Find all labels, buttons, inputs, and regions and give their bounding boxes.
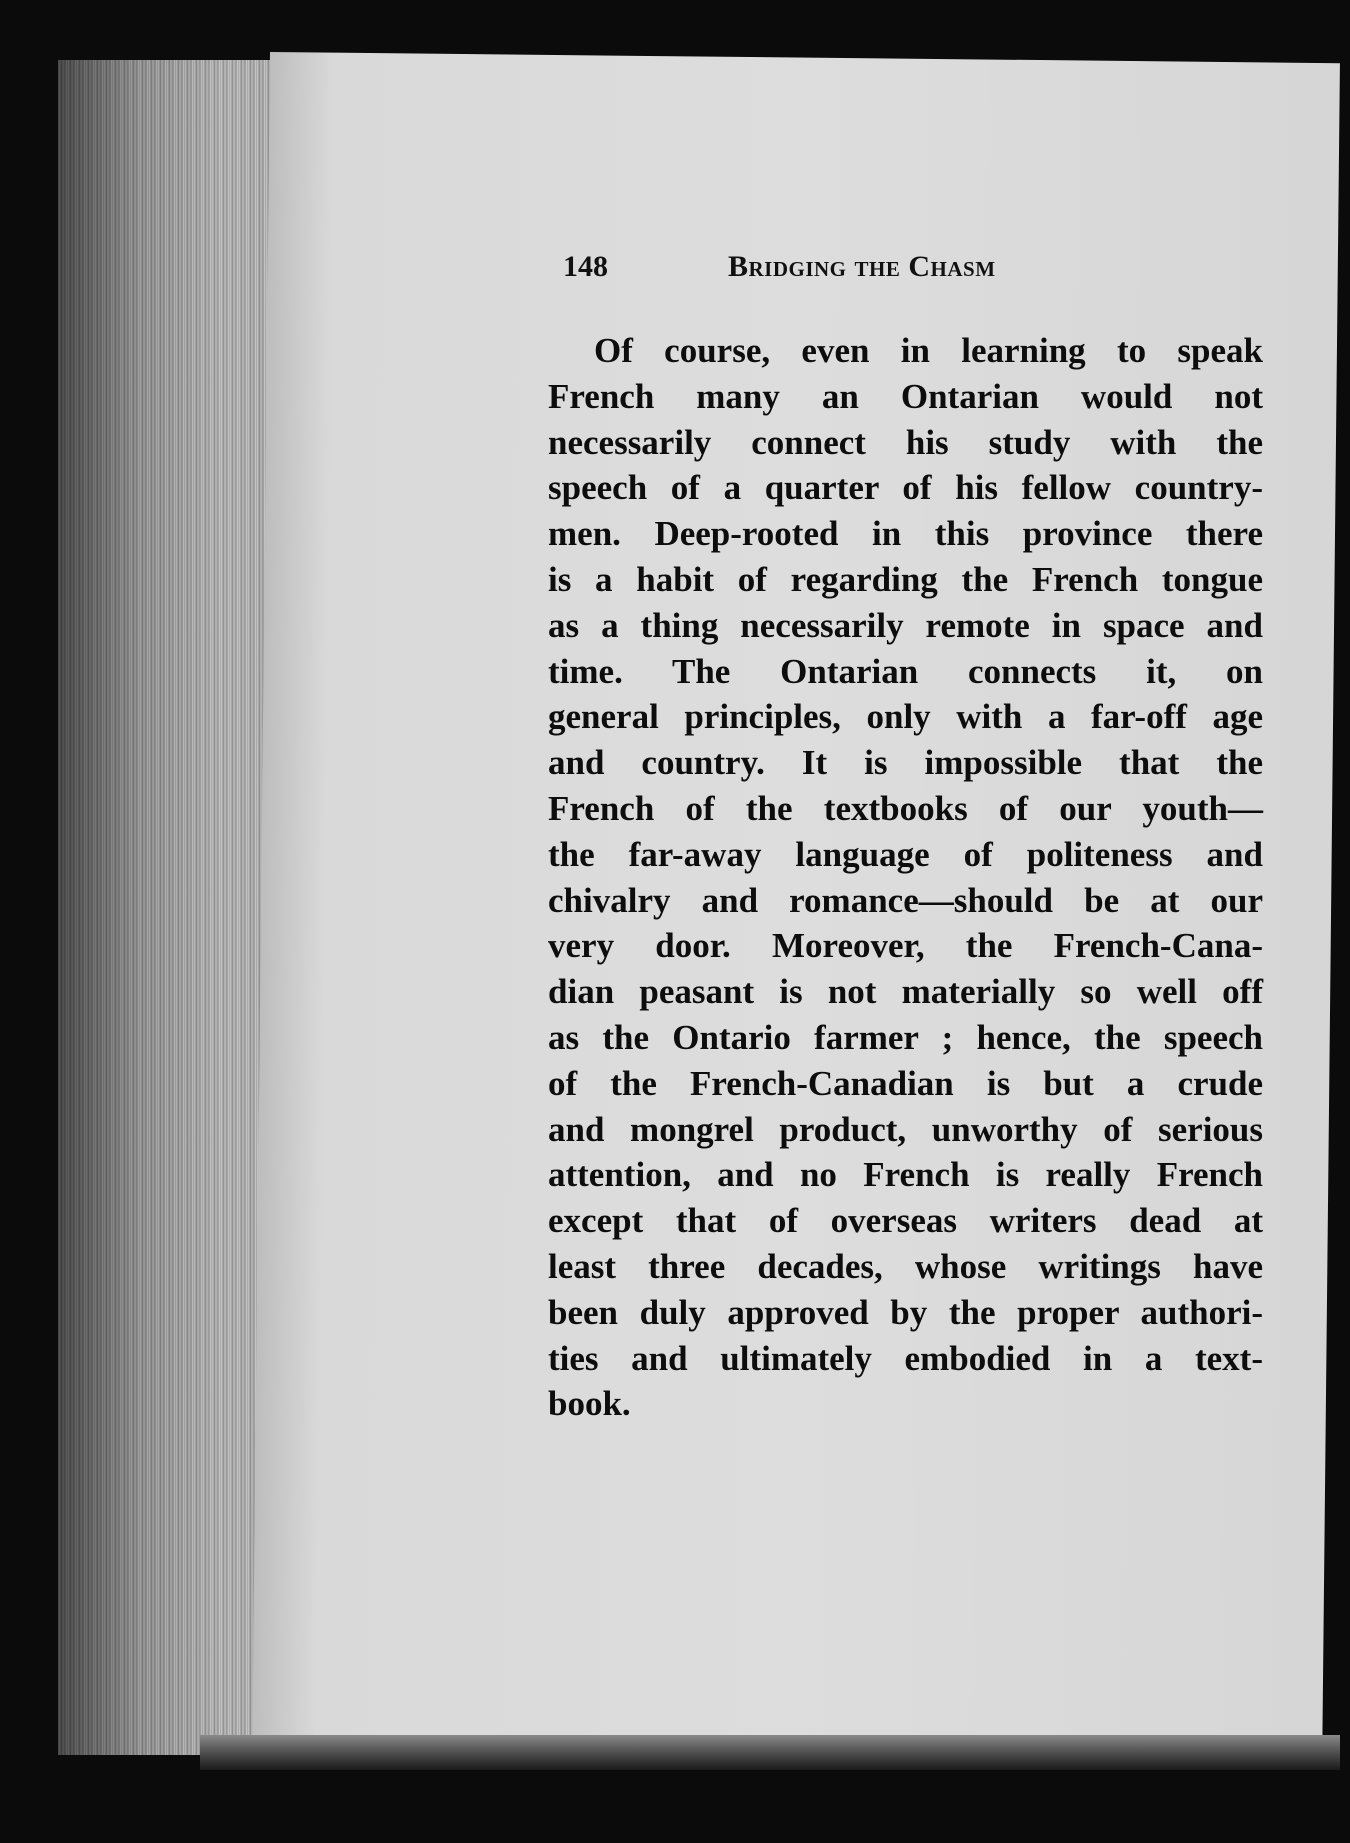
text-line: time. The Ontarian connects it, on <box>548 651 1263 691</box>
text-line: least three decades, whose writings have <box>548 1246 1263 1286</box>
page-number: 148 <box>563 250 608 283</box>
text-line: as the Ontario farmer ; hence, the speech <box>548 1017 1263 1057</box>
text-line: very door. Moreover, the French-Cana- <box>548 926 1263 966</box>
text-line: and country. It is impossible that the <box>548 743 1263 783</box>
text-line: French many an Ontarian would not <box>548 376 1263 416</box>
text-line: been duly approved by the proper authori- <box>548 1292 1263 1332</box>
text-line: as a thing necessarily remote in space and <box>548 605 1263 645</box>
text-line: is a habit of regarding the French tongue <box>548 559 1263 599</box>
body-paragraph <box>548 328 1263 1427</box>
text-line: the far-away language of politeness and <box>548 834 1263 874</box>
text-line: attention, and no French is really French <box>548 1155 1263 1195</box>
text-line: men. Deep-rooted in this province there <box>548 514 1263 554</box>
text-line: book. <box>548 1384 631 1424</box>
text-line: French of the textbooks of our youth— <box>548 788 1263 828</box>
text-line: and mongrel product, unworthy of serious <box>548 1109 1263 1149</box>
text-line: except that of overseas writers dead at <box>548 1201 1263 1241</box>
running-title: Bridging the Chasm <box>728 250 996 283</box>
text-line: Of course, even in learning to speak <box>594 331 1263 370</box>
text-line: of the French-Canadian is but a crude <box>548 1063 1263 1103</box>
text-line: ties and ultimately embodied in a text- <box>548 1338 1263 1378</box>
text-line: necessarily connect his study with the <box>548 422 1263 462</box>
text-line: speech of a quarter of his fellow country- <box>548 468 1263 508</box>
page-bottom-edge <box>200 1735 1340 1770</box>
text-line: chivalry and romance—should be at our <box>548 880 1263 920</box>
running-head <box>563 250 1123 290</box>
text-line: dian peasant is not materially so well off <box>548 972 1263 1012</box>
text-line: general principles, only with a far-off age <box>548 697 1263 737</box>
